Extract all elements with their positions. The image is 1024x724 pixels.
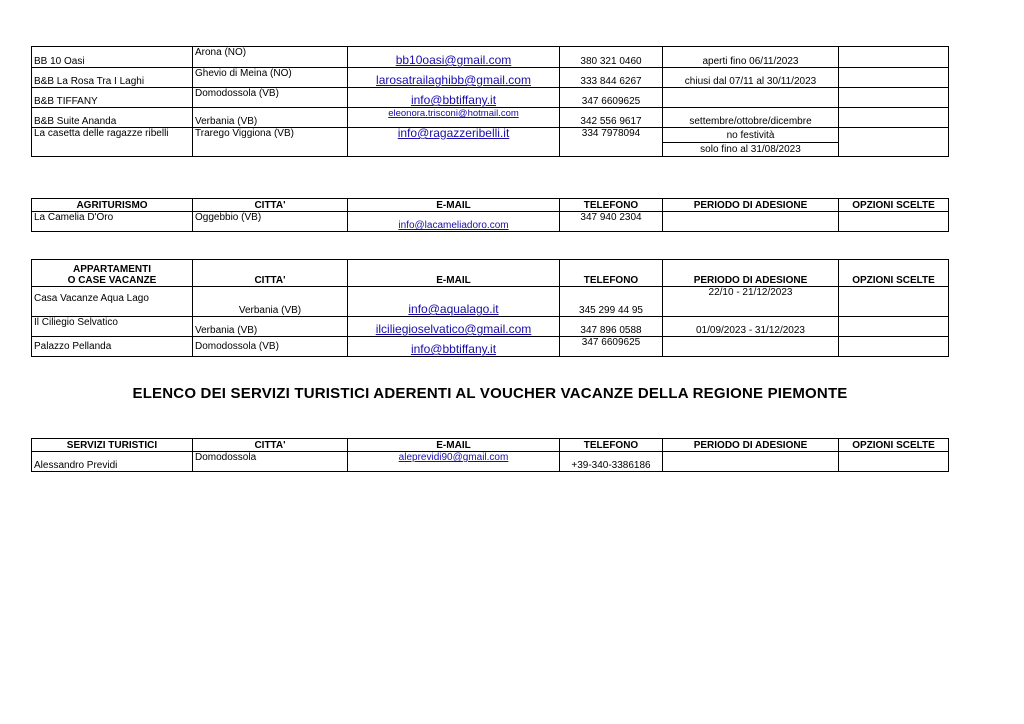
phone-cell: 347 896 0588 xyxy=(560,317,663,337)
structure-name: Palazzo Pellanda xyxy=(32,337,193,357)
column-header: AGRITURISMO xyxy=(32,199,193,212)
period-cell: 01/09/2023 - 31/12/2023 xyxy=(663,317,839,337)
period-cell: aperti fino 06/11/2023 xyxy=(663,47,839,68)
table-row xyxy=(32,68,949,88)
header-line: APPARTAMENTI xyxy=(73,264,151,275)
phone-cell: 347 940 2304 xyxy=(560,212,663,232)
email-link[interactable]: info@ragazzeribelli.it xyxy=(397,127,510,140)
table-row xyxy=(32,452,949,472)
email-link[interactable]: ilciliegioselvatico@gmail.com xyxy=(375,322,532,336)
options-cell xyxy=(839,287,949,317)
options-cell xyxy=(839,128,949,157)
table-row xyxy=(32,47,949,68)
period-cell: 22/10 - 21/12/2023 xyxy=(663,287,839,317)
table-header xyxy=(32,260,949,287)
options-cell xyxy=(839,452,949,472)
table-row xyxy=(32,128,949,143)
table-row xyxy=(32,212,949,232)
city-cell: Verbania (VB) xyxy=(193,287,348,317)
phone-cell: 345 299 44 95 xyxy=(560,287,663,317)
agriturismo-table xyxy=(31,198,949,232)
table-row xyxy=(32,108,949,128)
email-link[interactable]: bb10oasi@gmail.com xyxy=(395,53,512,67)
email-cell xyxy=(348,108,560,128)
email-link[interactable]: info@bbtiffany.it xyxy=(410,93,497,107)
options-cell xyxy=(839,68,949,88)
email-cell xyxy=(348,337,560,357)
period-cell: solo fino al 31/08/2023 xyxy=(663,143,839,157)
phone-cell: 333 844 6267 xyxy=(560,68,663,88)
city-cell: Trarego Viggiona (VB) xyxy=(193,128,348,157)
structure-name: La casetta delle ragazze ribelli xyxy=(32,128,193,157)
email-cell xyxy=(348,128,560,157)
options-cell xyxy=(839,108,949,128)
phone-cell: 380 321 0460 xyxy=(560,47,663,68)
email-cell xyxy=(348,88,560,108)
column-header: OPZIONI SCELTE xyxy=(839,199,949,212)
city-cell: Domodossola (VB) xyxy=(193,337,348,357)
bb-table xyxy=(31,46,949,157)
column-header: TELEFONO xyxy=(560,199,663,212)
column-header: PERIODO DI ADESIONE xyxy=(663,260,839,287)
header-line: O CASE VACANZE xyxy=(67,275,157,286)
services-table xyxy=(31,438,949,472)
phone-cell: 334 7978094 xyxy=(560,128,663,157)
column-header: SERVIZI TURISTICI xyxy=(32,439,193,452)
table-header xyxy=(32,199,949,212)
table-row xyxy=(32,317,949,337)
city-cell: Domodossola xyxy=(193,452,348,472)
structure-name: BB 10 Oasi xyxy=(32,47,193,68)
period-cell: no festività xyxy=(663,128,839,143)
city-cell: Arona (NO) xyxy=(193,47,348,68)
phone-cell: 342 556 9617 xyxy=(560,108,663,128)
structure-name: B&B La Rosa Tra I Laghi xyxy=(32,68,193,88)
options-cell xyxy=(839,337,949,357)
email-link[interactable]: info@lacameliadoro.com xyxy=(398,220,509,231)
column-header: TELEFONO xyxy=(560,260,663,287)
email-link[interactable]: eleonora.trisconi@hotmail.com xyxy=(388,108,519,119)
column-header: OPZIONI SCELTE xyxy=(839,439,949,452)
phone-cell: 347 6609625 xyxy=(560,88,663,108)
period-cell xyxy=(663,337,839,357)
city-cell: Domodossola (VB) xyxy=(193,88,348,108)
phone-cell: 347 6609625 xyxy=(560,337,663,357)
period-cell xyxy=(663,212,839,232)
structure-name: B&B Suite Ananda xyxy=(32,108,193,128)
email-link[interactable]: larosatrailaghibb@gmail.com xyxy=(376,73,531,87)
column-header xyxy=(32,260,193,287)
column-header: CITTA' xyxy=(193,199,348,212)
email-link[interactable]: aleprevidi90@gmail.com xyxy=(398,452,509,463)
section-title: ELENCO DEI SERVIZI TURISTICI ADERENTI AL VOUCHER VACANZE DELLA REGIONE PIEMONTE xyxy=(132,385,848,402)
structure-name: Casa Vacanze Aqua Lago xyxy=(32,287,193,317)
table-row xyxy=(32,337,949,357)
email-link[interactable]: info@aqualago.it xyxy=(408,302,499,316)
column-header: TELEFONO xyxy=(560,439,663,452)
period-cell: settembre/ottobre/dicembre xyxy=(663,108,839,128)
column-header: OPZIONI SCELTE xyxy=(839,260,949,287)
table-row xyxy=(32,287,949,317)
email-cell xyxy=(348,452,560,472)
structure-name: La Camelia D'Oro xyxy=(32,212,193,232)
table-header xyxy=(32,439,949,452)
city-cell: Ghevio di Meina (NO) xyxy=(193,68,348,88)
email-cell xyxy=(348,212,560,232)
email-cell xyxy=(348,317,560,337)
column-header: PERIODO DI ADESIONE xyxy=(663,199,839,212)
email-link[interactable]: info@bbtiffany.it xyxy=(410,342,497,356)
email-cell xyxy=(348,287,560,317)
options-cell xyxy=(839,317,949,337)
period-cell: chiusi dal 07/11 al 30/11/2023 xyxy=(663,68,839,88)
phone-cell: +39-340-3386186 xyxy=(560,452,663,472)
options-cell xyxy=(839,212,949,232)
table-row xyxy=(32,88,949,108)
column-header: E-MAIL xyxy=(348,439,560,452)
column-header: E-MAIL xyxy=(348,199,560,212)
options-cell xyxy=(839,88,949,108)
column-header: CITTA' xyxy=(193,260,348,287)
structure-name: Alessandro Previdi xyxy=(32,452,193,472)
column-header: PERIODO DI ADESIONE xyxy=(663,439,839,452)
column-header: CITTA' xyxy=(193,439,348,452)
structure-name: Il Ciliegio Selvatico xyxy=(32,317,193,337)
city-cell: Verbania (VB) xyxy=(193,108,348,128)
email-cell xyxy=(348,47,560,68)
email-cell xyxy=(348,68,560,88)
city-cell: Oggebbio (VB) xyxy=(193,212,348,232)
period-cell xyxy=(663,452,839,472)
structure-name: B&B TIFFANY xyxy=(32,88,193,108)
options-cell xyxy=(839,47,949,68)
period-cell xyxy=(663,88,839,108)
apartments-table xyxy=(31,259,949,357)
column-header: E-MAIL xyxy=(348,260,560,287)
city-cell: Verbania (VB) xyxy=(193,317,348,337)
